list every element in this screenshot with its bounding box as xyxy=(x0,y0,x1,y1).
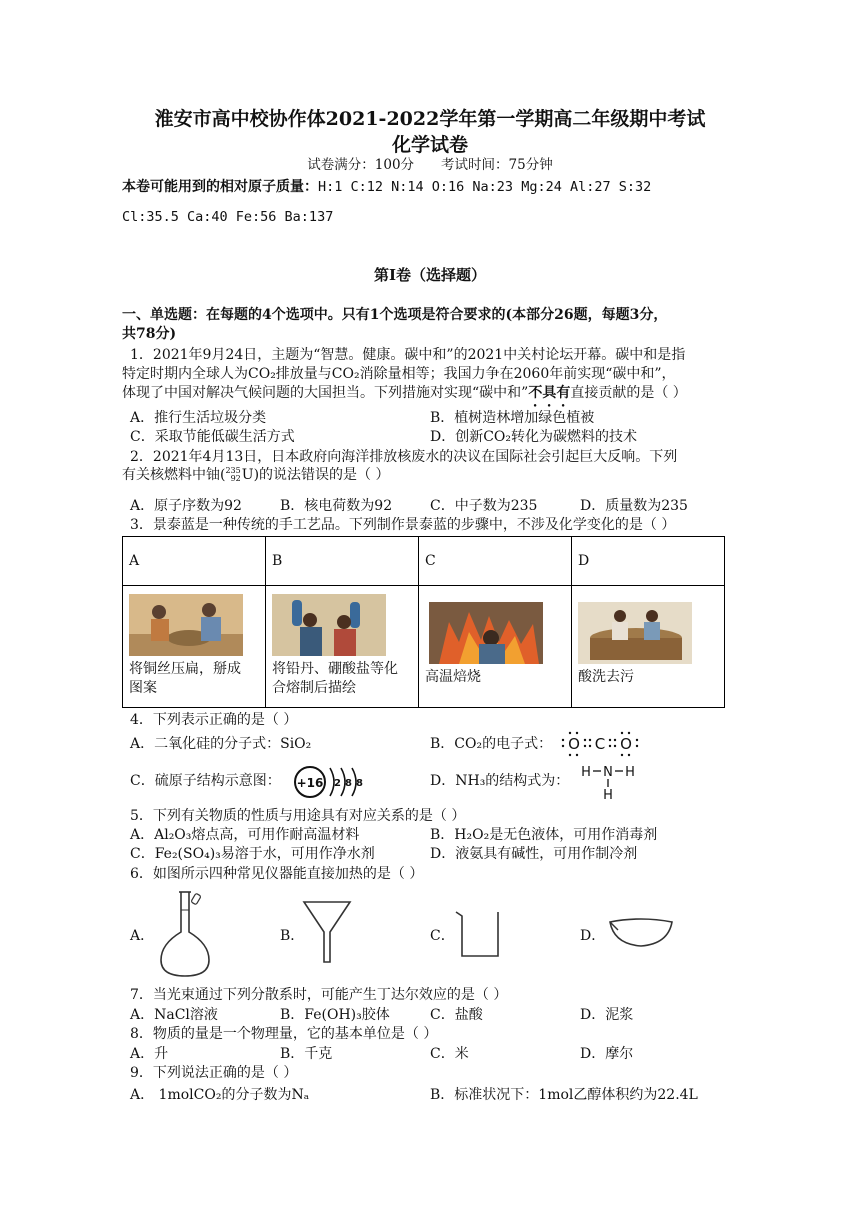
sulfur-atom-diagram-icon xyxy=(292,762,364,802)
q6-label-b: B． xyxy=(280,928,305,944)
q3-cell-c xyxy=(419,586,572,708)
svg-text:H: H xyxy=(603,788,613,802)
q3-caption-a-1: 将铜丝压扁，掰成 xyxy=(129,661,241,677)
q8-option-d: D．摩尔 xyxy=(580,1046,634,1062)
q5-option-c: C．Fe₂(SO₄)₃易溶于水，可用作净水剂 xyxy=(130,846,375,862)
q4-option-a: A．二氧化硅的分子式：SiO₂ xyxy=(130,736,312,752)
q2-option-b: B．核电荷数为92 xyxy=(280,498,393,514)
q3-caption-a-2: 图案 xyxy=(129,680,157,696)
exam-subtitle: 化学试卷 xyxy=(391,134,468,156)
q2-option-c: C．中子数为235 xyxy=(430,498,538,514)
q1-option-b: B．植树造林增加绿色植被 xyxy=(430,410,595,426)
q4-option-c: C．硫原子结构示意图： xyxy=(130,773,281,789)
q3-cell-d xyxy=(572,586,725,708)
q3-header-a: A xyxy=(123,537,266,586)
q1-option-c: C．采取节能低碳生活方式 xyxy=(130,429,295,445)
q3-header-d: D xyxy=(572,537,725,586)
q3-cell-b xyxy=(266,586,419,708)
q3-caption-d-1: 酸洗去污 xyxy=(578,669,634,685)
q8-option-a: A．升 xyxy=(130,1046,169,1062)
craft-image-c xyxy=(425,602,547,664)
q7-option-c: C．盐酸 xyxy=(430,1007,483,1023)
q4-b-formula: CO₂的电子式： xyxy=(454,736,553,752)
q1-line1: 1．2021年9月24日，主题为“智慧。健康。碳中和”的2021中关村论坛开幕。碳中和是指 xyxy=(130,347,686,363)
section-instruction-2: 共78分) xyxy=(122,326,177,342)
exam-meta: 试卷满分：100分 考试时间：75分钟 xyxy=(307,157,553,173)
q1-line3-c: 直接贡献的是（ ） xyxy=(570,385,687,401)
q9-option-a: A． 1molCO₂的分子数为Nₐ xyxy=(130,1087,310,1103)
nuclide-numbers xyxy=(225,467,240,483)
q2-line2-b: )的说法错误的是（ ） xyxy=(253,467,390,483)
atomic-mass-line1 xyxy=(122,178,651,197)
q5-stem: 5．下列有关物质的性质与用途具有对应关系的是（ ） xyxy=(130,808,466,824)
q4-option-b xyxy=(430,735,552,754)
svg-text:C: C xyxy=(594,735,606,753)
svg-text:8: 8 xyxy=(345,778,352,789)
atomic-number: 92 xyxy=(230,474,241,483)
q8-stem: 8．物质的量是一个物理量，它的基本单位是（ ） xyxy=(130,1026,438,1042)
svg-text:2: 2 xyxy=(334,778,341,789)
q3-caption-c-1: 高温焙烧 xyxy=(425,669,481,685)
q8-option-b: B．千克 xyxy=(280,1046,333,1062)
q8-option-c: C．米 xyxy=(430,1046,469,1062)
q7-option-b: B．Fe(OH)₃胶体 xyxy=(280,1007,390,1023)
craft-image-d xyxy=(578,602,692,664)
svg-text:8: 8 xyxy=(356,778,363,789)
q1-line2: 特定时期内全球人为CO₂排放量与CO₂消除量相等；我国力争在2060年前实现“碳中和”， xyxy=(122,366,676,382)
nh3-structure-icon xyxy=(578,760,638,802)
q2-line2 xyxy=(122,466,389,485)
funnel-icon xyxy=(302,898,352,964)
q7-stem: 7．当光束通过下列分散系时，可能产生丁达尔效应的是（ ） xyxy=(130,987,508,1003)
nuclide-symbol: U xyxy=(241,467,254,483)
q5-option-a: A．Al₂O₃熔点高，可用作耐高温材料 xyxy=(130,827,360,843)
q7-option-d: D．泥浆 xyxy=(580,1007,634,1023)
q3-table xyxy=(122,536,725,708)
q2-option-a: A．原子序数为92 xyxy=(130,498,242,514)
beaker-icon xyxy=(452,908,506,960)
atomic-mass-values-2: Cl:35.5 Ca:40 Fe:56 Ba:137 xyxy=(122,209,334,225)
q3-cell-a xyxy=(123,586,266,708)
svg-text:N: N xyxy=(603,765,613,780)
craft-image-b xyxy=(272,594,386,656)
q5-option-d: D．液氨具有碱性，可用作制冷剂 xyxy=(430,846,638,862)
q5-option-b: B．H₂O₂是无色液体，可用作消毒剂 xyxy=(430,827,658,843)
q4-stem: 4．下列表示正确的是（ ） xyxy=(130,712,298,728)
svg-text:H: H xyxy=(625,765,635,780)
q3-header-c: C xyxy=(419,537,572,586)
q7-option-a: A．NaCl溶液 xyxy=(130,1007,218,1023)
q3-caption-b-2: 合熔制后描绘 xyxy=(272,680,356,696)
q1-option-a: A．推行生活垃圾分类 xyxy=(130,410,267,426)
q6-stem: 6．如图所示四种常见仪器能直接加热的是（ ） xyxy=(130,866,424,882)
svg-text:H: H xyxy=(581,765,591,780)
q1-line3-a: 体现了中国对解决气候问题的大国担当。下列措施对实现“碳中和” xyxy=(122,385,529,401)
atomic-mass-label: 本卷可能用到的相对原子质量： xyxy=(122,179,318,195)
q1-emphasis: 不具有 xyxy=(528,385,571,401)
q2-option-d: D．质量数为235 xyxy=(580,498,688,514)
exam-title: 淮安市高中校协作体2021-2022学年第一学期高二年级期中考试 xyxy=(154,108,706,130)
q4-option-d xyxy=(430,772,569,791)
svg-text:O: O xyxy=(620,735,632,753)
q2-line1: 2．2021年4月13日，日本政府向海洋排放核废水的决议在国际社会引起巨大反响。下列 xyxy=(130,449,678,465)
q3-stem: 3．景泰蓝是一种传统的手工艺品。下列制作景泰蓝的步骤中，不涉及化学变化的是（ ） xyxy=(130,517,676,533)
nucleus-charge: +16 xyxy=(296,776,324,790)
section-instruction-1: 一、单选题：在每题的4个选项中。只有1个选项是符合要求的(本部分26题，每题3分， xyxy=(122,307,668,323)
section-title: 第Ⅰ卷（选择题） xyxy=(373,266,487,284)
q2-line2-a: 有关核燃料中铀( xyxy=(122,467,226,483)
q1-option-d: D．创新CO₂转化为碳燃料的技术 xyxy=(430,429,638,445)
svg-text:O: O xyxy=(568,735,580,753)
q9-stem: 9．下列说法正确的是（ ） xyxy=(130,1065,298,1081)
q6-label-a: A． xyxy=(130,928,155,944)
q9-option-b: B．标准状况下：1mol乙醇体积约为22.4L xyxy=(430,1087,698,1103)
q6-label-c: C． xyxy=(430,928,455,944)
q3-caption-b-1: 将铅丹、硼酸盐等化 xyxy=(272,661,398,677)
mass-number: 235 xyxy=(225,466,241,475)
q4-d-formula: NH₃的结构式为： xyxy=(455,773,570,789)
q1-line3 xyxy=(122,384,687,410)
co2-electron-dot-icon xyxy=(560,728,640,758)
craft-image-a xyxy=(129,594,243,656)
q3-header-b: B xyxy=(266,537,419,586)
q6-label-d: D． xyxy=(580,928,606,944)
volumetric-flask-icon xyxy=(155,888,215,980)
evaporating-dish-icon xyxy=(608,910,674,950)
q4-d-label: D． xyxy=(430,773,456,789)
atomic-mass-values-1: H:1 C:12 N:14 O:16 Na:23 Mg:24 Al:27 S:32 xyxy=(318,179,652,195)
q4-b-label: B． xyxy=(430,736,455,752)
